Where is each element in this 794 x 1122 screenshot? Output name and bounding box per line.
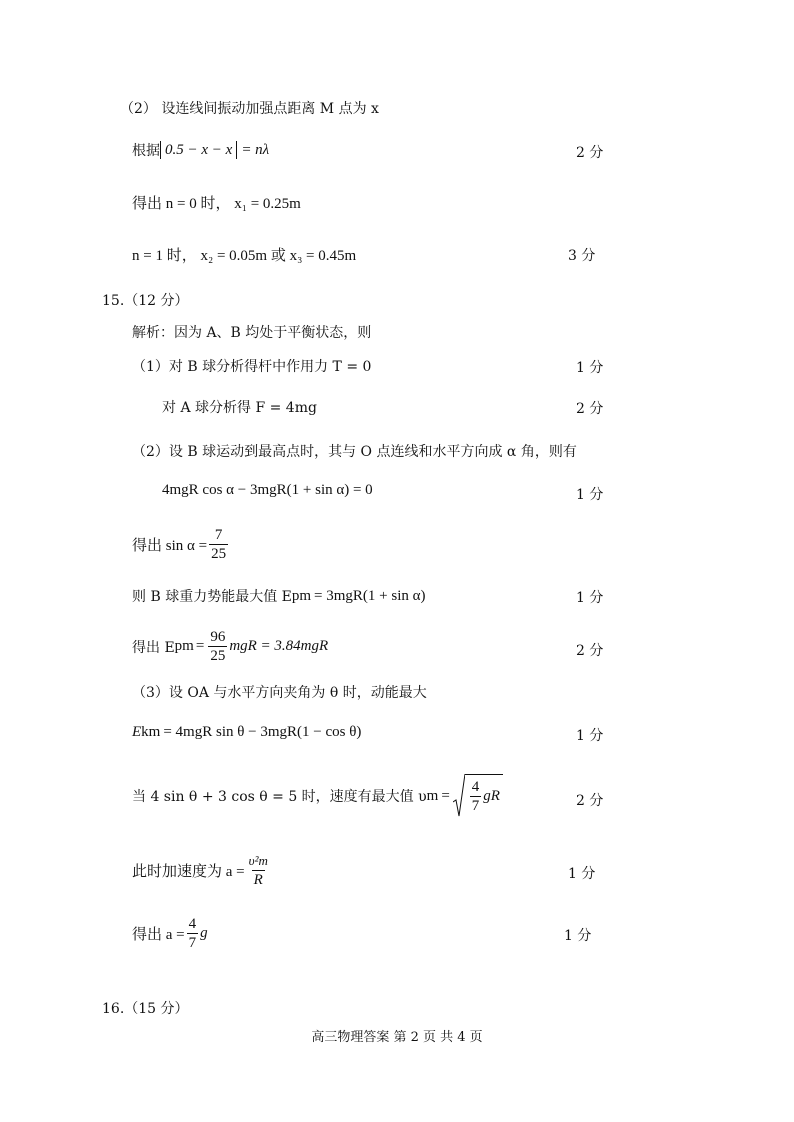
q15-part2-heading: （2）设 B 球运动到最高点时，其与 O 点连线和水平方向成 α 角，则有: [132, 444, 577, 460]
score-label: 1 分: [564, 928, 592, 944]
score-label: 2 分: [576, 145, 604, 161]
q15-acceleration: 此时加速度为 a = $\frac{\text{υ²m}}{R}$: [132, 853, 268, 888]
score-label: 2 分: [576, 793, 604, 809]
score-label: 1 分: [576, 360, 604, 376]
score-label: 1 分: [576, 487, 604, 503]
q14-part2-heading: （2） 设连线间振动加强点距离 M 点为 x: [120, 101, 379, 117]
score-label: 1 分: [576, 728, 604, 744]
q15-part1-b: （1）对 B 球分析得杆中作用力 T = 0: [132, 359, 372, 375]
score-label: 2 分: [576, 401, 604, 417]
q14-result-n1: n = 1 时， x₂ = 0.05m 或 x₃ = 0.45m: [132, 248, 357, 264]
q15-equation-balance: 4mgR cos α − 3mgR(1 + sin α) = 0: [162, 482, 373, 498]
q15-max-velocity: 当 4 sin θ + 3 cos θ = 5 时，速度有最大值 υ m = $\frac{4}{7}$ gR: [132, 774, 503, 818]
fraction: $\frac{4}{7}$: [188, 916, 197, 951]
q15-intro: 解析：因为 A、B 均处于平衡状态，则: [132, 325, 372, 341]
fraction: $\frac{4}{7}$: [471, 779, 480, 814]
score-label: 1 分: [568, 866, 596, 882]
score-label: 3 分: [568, 248, 596, 264]
q15-epm-expression: 则 B 球重力势能最大值 E pm = 3mgR(1 + sin α): [132, 587, 426, 605]
q15-heading: 15.（12 分）: [102, 293, 189, 309]
score-label: 1 分: [576, 590, 604, 606]
q15-epm-value: 得出 E pm = $\frac{96}{25}$ mgR = 3.84mgR: [132, 629, 329, 664]
q15-part3-heading: （3）设 OA 与水平方向夹角为 θ 时，动能最大: [132, 685, 427, 701]
q14-condition: 根据 0.5 − x − x = nλ: [132, 141, 270, 159]
square-root: $\frac{4}{7}$ gR: [453, 774, 503, 818]
q15-part1-a: 对 A 球分析得 F = 4mg: [162, 400, 317, 416]
abs-expression: 0.5 − x − x: [160, 141, 237, 159]
fraction: $\frac{7}{25}$: [211, 527, 227, 562]
q16-heading: 16.（15 分）: [102, 1001, 189, 1017]
q14-result-n0: 得出 n = 0 时， x₁ = 0.25m: [132, 196, 301, 212]
score-label: 2 分: [576, 643, 604, 659]
fraction: $\frac{96}{25}$: [210, 629, 226, 664]
page-footer: 高三物理答案 第 2 页 共 4 页: [311, 1030, 483, 1045]
radical-sign-icon: [453, 774, 465, 818]
fraction: $\frac{\text{υ²m}}{R}$: [248, 853, 268, 888]
q15-ekm-expression: E km = 4mgR sin θ − 3mgR(1 − cos θ): [132, 724, 362, 740]
q15-sin-alpha: 得出 sin α = $\frac{7}{25}$: [132, 527, 227, 562]
q15-acceleration-result: 得出 a = $\frac{4}{7}$ g: [132, 916, 208, 951]
